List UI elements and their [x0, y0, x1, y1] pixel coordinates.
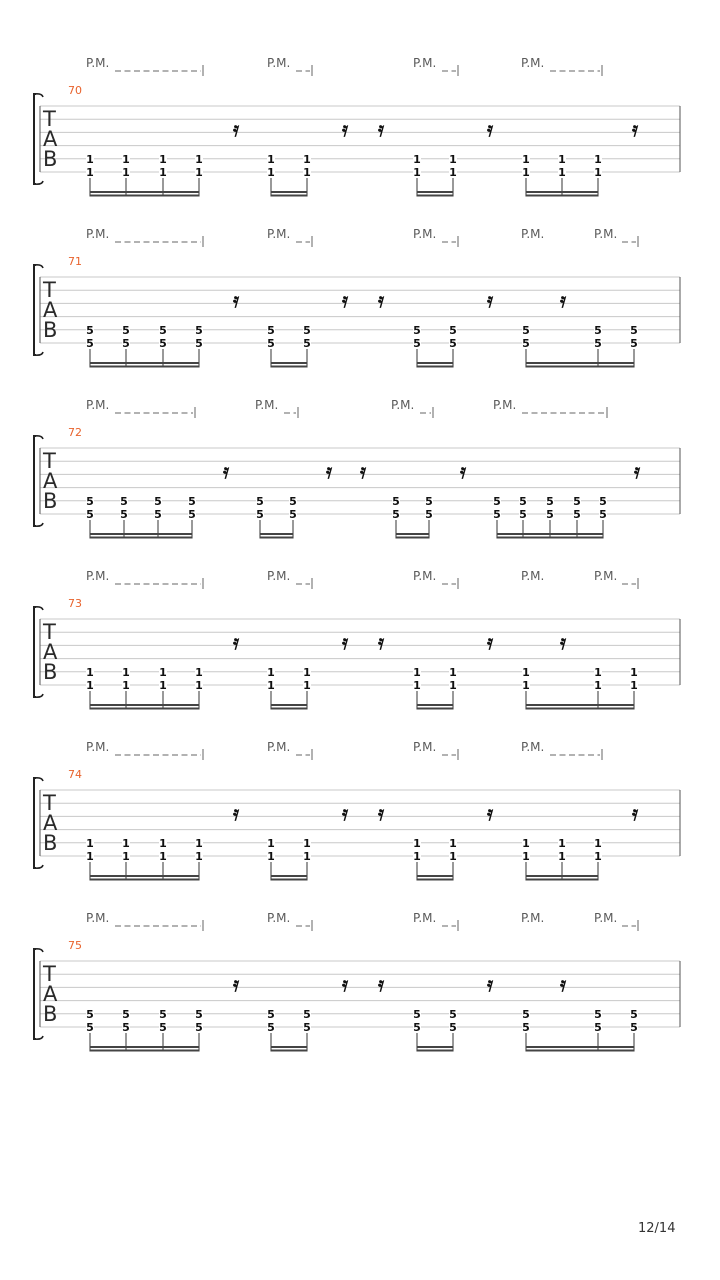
fret-number: 1	[267, 679, 275, 692]
tab-clef-letter: B	[43, 489, 58, 513]
fret-number: 1	[86, 679, 94, 692]
system-bracket	[34, 436, 36, 526]
fret-number: 1	[449, 679, 457, 692]
fret-number: 5	[267, 1021, 275, 1034]
fret-number: 5	[159, 1007, 167, 1021]
fret-number: 5	[267, 337, 275, 350]
fret-number: 5	[573, 508, 581, 521]
bracket-top-hook	[34, 778, 43, 781]
sixteenth-rest: 𝄿	[377, 288, 385, 312]
tab-clef-letter: T	[43, 791, 56, 815]
fret-number: 5	[594, 1007, 602, 1021]
fret-number: 1	[159, 152, 167, 166]
fret-number: 1	[449, 850, 457, 863]
tab-clef-letter: B	[43, 147, 58, 171]
sixteenth-rest: 𝄿	[486, 972, 494, 996]
bracket-bottom-hook	[34, 865, 43, 868]
fret-number: 5	[522, 1021, 530, 1034]
tab-clef-letter: T	[43, 278, 56, 302]
fret-number: 1	[195, 665, 203, 679]
palm-mute-label: P.M.	[86, 56, 110, 70]
palm-mute-label: P.M.	[391, 398, 415, 412]
fret-number: 5	[630, 1007, 638, 1021]
fret-number: 5	[449, 337, 457, 350]
palm-mute-label: P.M.	[594, 227, 618, 241]
fret-number: 5	[303, 1007, 311, 1021]
fret-number: 5	[188, 508, 196, 521]
bracket-top-hook	[34, 265, 43, 268]
fret-number: 1	[267, 665, 275, 679]
fret-number: 5	[86, 1021, 94, 1034]
palm-mute-label: P.M.	[86, 740, 110, 754]
bracket-bottom-hook	[34, 523, 43, 526]
tab-system	[34, 911, 680, 1052]
fret-number: 1	[267, 152, 275, 166]
fret-number: 5	[522, 323, 530, 337]
sixteenth-rest: 𝄿	[559, 630, 567, 654]
fret-number: 5	[493, 494, 501, 508]
palm-mute-label: P.M.	[86, 569, 110, 583]
fret-number: 5	[120, 494, 128, 508]
bracket-top-hook	[34, 436, 43, 439]
palm-mute-label: P.M.	[413, 227, 437, 241]
fret-number: 5	[573, 494, 581, 508]
fret-number: 5	[522, 1007, 530, 1021]
tab-system	[34, 227, 680, 368]
bracket-top-hook	[34, 607, 43, 610]
fret-number: 1	[122, 850, 130, 863]
system-bracket	[34, 265, 36, 355]
fret-number: 5	[630, 323, 638, 337]
fret-number: 1	[303, 850, 311, 863]
fret-number: 1	[558, 166, 566, 179]
palm-mute-label: P.M.	[493, 398, 517, 412]
fret-number: 5	[594, 323, 602, 337]
fret-number: 5	[120, 508, 128, 521]
bracket-bottom-hook	[34, 352, 43, 355]
bracket-bottom-hook	[34, 181, 43, 184]
fret-number: 1	[267, 850, 275, 863]
sixteenth-rest: 𝄿	[232, 288, 240, 312]
bar-number: 71	[68, 255, 82, 268]
palm-mute-label: P.M.	[86, 398, 110, 412]
fret-number: 5	[392, 508, 400, 521]
bracket-top-hook	[34, 949, 43, 952]
sixteenth-rest: 𝄿	[341, 288, 349, 312]
fret-number: 5	[159, 323, 167, 337]
sixteenth-rest: 𝄿	[486, 801, 494, 825]
fret-number: 5	[594, 1021, 602, 1034]
fret-number: 1	[522, 665, 530, 679]
fret-number: 1	[594, 836, 602, 850]
fret-number: 1	[195, 836, 203, 850]
page-number: 12/14	[638, 1221, 676, 1236]
fret-number: 1	[195, 850, 203, 863]
tab-clef-letter: T	[43, 962, 56, 986]
fret-number: 1	[449, 152, 457, 166]
fret-number: 1	[413, 679, 421, 692]
fret-number: 1	[413, 665, 421, 679]
fret-number: 1	[267, 166, 275, 179]
tab-clef-letter: T	[43, 107, 56, 131]
sixteenth-rest: 𝄿	[631, 801, 639, 825]
fret-number: 1	[558, 850, 566, 863]
fret-number: 1	[159, 850, 167, 863]
fret-number: 5	[195, 337, 203, 350]
sixteenth-rest: 𝄿	[377, 630, 385, 654]
system-bracket	[34, 607, 36, 697]
system-bracket	[34, 778, 36, 868]
fret-number: 5	[122, 323, 130, 337]
fret-number: 1	[195, 166, 203, 179]
fret-number: 1	[630, 665, 638, 679]
fret-number: 5	[449, 1021, 457, 1034]
fret-number: 1	[195, 152, 203, 166]
tab-clef-letter: T	[43, 449, 56, 473]
fret-number: 5	[630, 337, 638, 350]
fret-number: 5	[392, 494, 400, 508]
fret-number: 5	[546, 494, 554, 508]
fret-number: 5	[599, 494, 607, 508]
tab-clef-letter: A	[43, 640, 58, 664]
fret-number: 5	[449, 1007, 457, 1021]
fret-number: 1	[303, 836, 311, 850]
palm-mute-label: P.M.	[267, 569, 291, 583]
palm-mute-label: P.M.	[521, 56, 545, 70]
bar-number: 75	[68, 939, 82, 952]
sixteenth-rest: 𝄿	[232, 630, 240, 654]
sixteenth-rest: 𝄿	[222, 459, 230, 483]
fret-number: 5	[303, 323, 311, 337]
palm-mute-label: P.M.	[521, 911, 545, 925]
sixteenth-rest: 𝄿	[341, 801, 349, 825]
fret-number: 1	[122, 836, 130, 850]
fret-number: 1	[630, 679, 638, 692]
sixteenth-rest: 𝄿	[631, 117, 639, 141]
fret-number: 5	[122, 1021, 130, 1034]
bar-number: 72	[68, 426, 82, 439]
bar-number: 73	[68, 597, 82, 610]
fret-number: 1	[303, 152, 311, 166]
fret-number: 5	[413, 1021, 421, 1034]
fret-number: 5	[413, 323, 421, 337]
fret-number: 5	[413, 1007, 421, 1021]
sixteenth-rest: 𝄿	[377, 801, 385, 825]
tab-clef-letter: B	[43, 318, 58, 342]
palm-mute-label: P.M.	[594, 569, 618, 583]
tab-clef-letter: T	[43, 620, 56, 644]
tab-system	[34, 398, 680, 539]
tab-system	[34, 740, 680, 881]
fret-number: 1	[122, 166, 130, 179]
sixteenth-rest: 𝄿	[232, 801, 240, 825]
fret-number: 1	[122, 665, 130, 679]
fret-number: 1	[449, 166, 457, 179]
fret-number: 1	[86, 166, 94, 179]
fret-number: 1	[558, 152, 566, 166]
fret-number: 5	[86, 508, 94, 521]
fret-number: 1	[594, 152, 602, 166]
sixteenth-rest: 𝄿	[359, 459, 367, 483]
fret-number: 5	[289, 494, 297, 508]
tab-clef-letter: A	[43, 127, 58, 151]
fret-number: 5	[413, 337, 421, 350]
tab-system	[34, 569, 680, 710]
fret-number: 5	[122, 1007, 130, 1021]
fret-number: 1	[594, 850, 602, 863]
fret-number: 1	[449, 665, 457, 679]
fret-number: 5	[86, 323, 94, 337]
fret-number: 1	[86, 850, 94, 863]
fret-number: 1	[594, 665, 602, 679]
sixteenth-rest: 𝄿	[559, 972, 567, 996]
bracket-top-hook	[34, 94, 43, 97]
sixteenth-rest: 𝄿	[232, 117, 240, 141]
sixteenth-rest: 𝄿	[486, 630, 494, 654]
palm-mute-label: P.M.	[521, 227, 545, 241]
system-bracket	[34, 949, 36, 1039]
fret-number: 1	[195, 679, 203, 692]
fret-number: 1	[86, 152, 94, 166]
fret-number: 1	[594, 166, 602, 179]
fret-number: 1	[159, 166, 167, 179]
fret-number: 5	[519, 494, 527, 508]
sixteenth-rest: 𝄿	[325, 459, 333, 483]
fret-number: 1	[303, 166, 311, 179]
fret-number: 5	[154, 494, 162, 508]
palm-mute-label: P.M.	[413, 569, 437, 583]
fret-number: 1	[86, 665, 94, 679]
fret-number: 5	[86, 1007, 94, 1021]
sixteenth-rest: 𝄿	[341, 972, 349, 996]
sixteenth-rest: 𝄿	[486, 117, 494, 141]
fret-number: 1	[522, 679, 530, 692]
bar-number: 70	[68, 84, 82, 97]
palm-mute-label: P.M.	[86, 911, 110, 925]
sixteenth-rest: 𝄿	[559, 288, 567, 312]
fret-number: 5	[159, 1021, 167, 1034]
fret-number: 5	[449, 323, 457, 337]
fret-number: 5	[267, 323, 275, 337]
palm-mute-label: P.M.	[267, 740, 291, 754]
fret-number: 1	[303, 679, 311, 692]
tab-clef-letter: A	[43, 982, 58, 1006]
tab-clef-letter: B	[43, 831, 58, 855]
sixteenth-rest: 𝄿	[341, 117, 349, 141]
tab-clef-letter: B	[43, 1002, 58, 1026]
fret-number: 1	[303, 665, 311, 679]
tab-system	[34, 56, 680, 197]
sixteenth-rest: 𝄿	[486, 288, 494, 312]
fret-number: 1	[413, 166, 421, 179]
fret-number: 5	[303, 337, 311, 350]
fret-number: 1	[413, 152, 421, 166]
fret-number: 1	[413, 836, 421, 850]
fret-number: 1	[267, 836, 275, 850]
fret-number: 5	[195, 1007, 203, 1021]
fret-number: 1	[159, 665, 167, 679]
palm-mute-label: P.M.	[86, 227, 110, 241]
palm-mute-label: P.M.	[267, 56, 291, 70]
tab-clef-letter: A	[43, 469, 58, 493]
fret-number: 1	[122, 679, 130, 692]
bracket-bottom-hook	[34, 1036, 43, 1039]
palm-mute-label: P.M.	[521, 740, 545, 754]
fret-number: 5	[546, 508, 554, 521]
bracket-bottom-hook	[34, 694, 43, 697]
palm-mute-label: P.M.	[413, 911, 437, 925]
tab-clef-letter: A	[43, 811, 58, 835]
sixteenth-rest: 𝄿	[232, 972, 240, 996]
fret-number: 1	[522, 850, 530, 863]
system-bracket	[34, 94, 36, 184]
fret-number: 5	[86, 337, 94, 350]
fret-number: 1	[86, 836, 94, 850]
fret-number: 5	[599, 508, 607, 521]
fret-number: 5	[86, 494, 94, 508]
fret-number: 5	[154, 508, 162, 521]
sixteenth-rest: 𝄿	[459, 459, 467, 483]
fret-number: 1	[522, 836, 530, 850]
tab-clef-letter: B	[43, 660, 58, 684]
palm-mute-label: P.M.	[521, 569, 545, 583]
fret-number: 5	[188, 494, 196, 508]
fret-number: 5	[256, 508, 264, 521]
fret-number: 5	[159, 337, 167, 350]
bar-number: 74	[68, 768, 82, 781]
fret-number: 5	[256, 494, 264, 508]
fret-number: 5	[425, 494, 433, 508]
fret-number: 1	[522, 152, 530, 166]
palm-mute-label: P.M.	[267, 227, 291, 241]
fret-number: 5	[522, 337, 530, 350]
palm-mute-label: P.M.	[594, 911, 618, 925]
fret-number: 1	[594, 679, 602, 692]
fret-number: 1	[449, 836, 457, 850]
sixteenth-rest: 𝄿	[341, 630, 349, 654]
fret-number: 5	[267, 1007, 275, 1021]
sixteenth-rest: 𝄿	[377, 972, 385, 996]
fret-number: 5	[122, 337, 130, 350]
fret-number: 5	[630, 1021, 638, 1034]
tab-clef-letter: A	[43, 298, 58, 322]
fret-number: 1	[413, 850, 421, 863]
fret-number: 1	[159, 836, 167, 850]
fret-number: 5	[493, 508, 501, 521]
palm-mute-label: P.M.	[413, 56, 437, 70]
palm-mute-label: P.M.	[267, 911, 291, 925]
fret-number: 5	[195, 323, 203, 337]
fret-number: 5	[425, 508, 433, 521]
sixteenth-rest: 𝄿	[633, 459, 641, 483]
fret-number: 5	[519, 508, 527, 521]
fret-number: 5	[195, 1021, 203, 1034]
fret-number: 1	[558, 836, 566, 850]
fret-number: 5	[289, 508, 297, 521]
fret-number: 5	[303, 1021, 311, 1034]
sixteenth-rest: 𝄿	[377, 117, 385, 141]
fret-number: 5	[594, 337, 602, 350]
fret-number: 1	[159, 679, 167, 692]
palm-mute-label: P.M.	[255, 398, 279, 412]
fret-number: 1	[522, 166, 530, 179]
palm-mute-label: P.M.	[413, 740, 437, 754]
fret-number: 1	[122, 152, 130, 166]
